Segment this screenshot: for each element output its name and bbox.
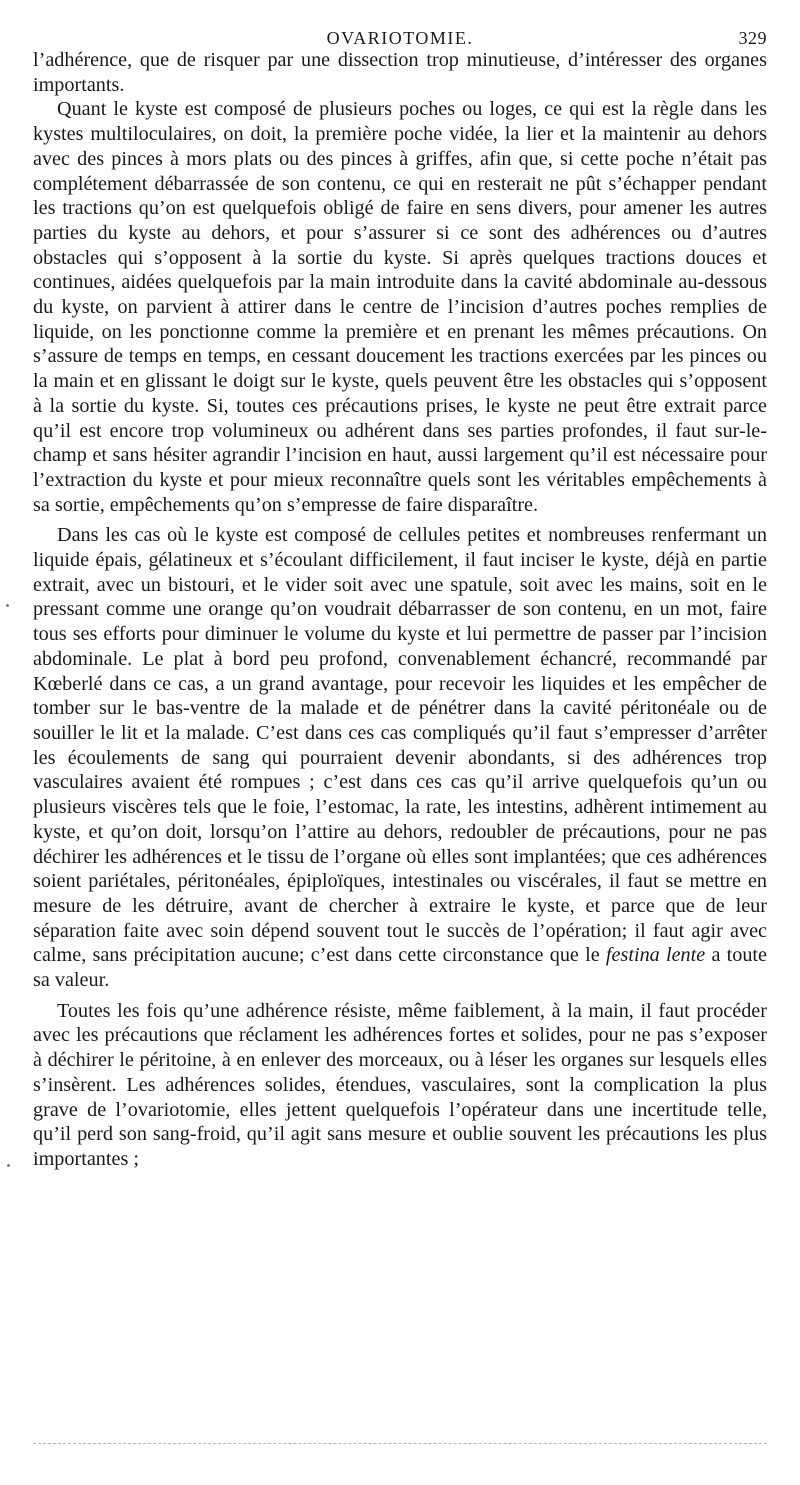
book-page xyxy=(33,20,767,1172)
paragraph-continuation: l’adhérence, que de risquer par une dissection trop minutieuse, d’intéresser des organes importants. xyxy=(33,49,767,96)
paragraph-cellules: Dans les cas où le kyste est composé de cellules petites et nombreuses renfermant un liquide épais, gélatineux et s’écoulant difficilement, il faut inciser le kyste, déjà en partie extrait, avec un bistouri, et le vider soit avec une spatule, soit avec les mains, soit en le pressant comme une orange qu’on voudrait débarrasser de son contenu, en un mot, faire tous ses efforts pour diminuer le volume du kyste et lui permettre de passer par l’incision abdominale. Le plat à bord peu profond, convenablement échancré, recommandé par Kœberlé dans ce cas, a un grand avantage, pour recevoir les liquides et les empêcher de tomber sur le bas-ventre de la malade et de pénétrer dans la cavité péritonéale ou de souiller le lit et la malade. C’est dans ces cas compliqués qu’il faut s’empresser d’arrêter les écoulements de sang qui pourraient devenir abondants, si des adhérences trop vasculaires avaient été rompues ; c’est dans ces cas qu’il arrive quelquefois qu’un ou plusieurs viscères tels que le foie, l’estomac, la rate, les intestins, adhèrent intimement au kyste, et qu’on doit, lorsqu’on l’attire au dehors, redoubler de précautions, pour ne pas déchirer les adhérences et le tissu de l’organe où elles sont implantées; que ces adhérences soient pariétales, péritonéales, épiploïques, intestinales ou viscérales, il faut se mettre en mesure de les détruire, avant de chercher à extraire le kyste, et parce que de leur séparation faite avec soin dépend souvent tout le succès de l’opération; il faut agir avec calme, sans précipitation aucune; c’est dans cette circonstance que le festina lente a toute sa valeur. xyxy=(33,524,768,992)
paragraph-multiloculaires: Quant le kyste est composé de plusieurs poches ou loges, ce qui est la règle dans les kystes multiloculaires, on doit, la première poche vidée, la lier et la maintenir au dehors avec des pinces à mors plats ou des pinces à griffes, afin que, si cette poche n’était pas complétement débarrassée de son contenu, ce qui en resterait ne pût s’échapper pendant les tractions qu’on est quelquefois obligé de faire en sens divers, pour amener les autres parties du kyste au dehors, et pour s’assurer si ce sont des adhérences ou d’autres obstacles qui s’opposent à la sortie du kyste. Si après quelques tractions douces et continues, aidées quelquefois par la main introduite dans la cavité abdominale au-dessous du kyste, on parvient à attirer dans le centre de l’incision d’autres poches remplies de liquide, on les ponctionne comme la première et en prenant les mêmes précautions. On s’assure de temps en temps, en cessant doucement les tractions exercées par les pinces ou la main et en glissant le doigt sur le kyste, quels peuvent être les obstacles qui s’opposent à la sortie du kyste. Si, toutes ces précautions prises, le kyste ne peut être extrait parce qu’il est encore trop volumineux ou adhérent dans ses parties profondes, il faut sur-le-champ et sans hésiter agrandir l’incision en haut, aussi largement qu’il est nécessaire pour l’extraction du kyste et pour mieux reconnaître quels sont les véritables empêchements à sa sortie, empêchements qu’on s’empresse de faire disparaître. xyxy=(33,98,767,516)
footer-rule xyxy=(33,1443,767,1444)
running-title: OVARIOTOMIE. xyxy=(326,28,474,48)
paragraph-adherences: Toutes les fois qu’une adhérence résiste, même faiblement, à la main, il faut procéder avec les précautions que réclament les adhérences fortes et solides, pour ne pas s’exposer à déchirer le péritoine, à en enlever des morceaux, ou à léser les organes sur lesquels elles s’insèrent. Les adhérences solides, étendues, vasculaires, sont la complication la plus grave de l’ovariotomie, elles jettent quelquefois l’opérateur dans une incertitude telle, qu’il perd son sang-froid, qu’il agit sans mesure et oublie souvent les précautions les plus importantes ; xyxy=(33,999,767,1170)
body-text xyxy=(33,48,767,1172)
page-number: 329 xyxy=(738,28,767,48)
margin-speck xyxy=(6,604,9,607)
page-header xyxy=(33,20,767,48)
latin-phrase: festina lente xyxy=(605,944,706,967)
margin-speck xyxy=(7,1164,10,1167)
